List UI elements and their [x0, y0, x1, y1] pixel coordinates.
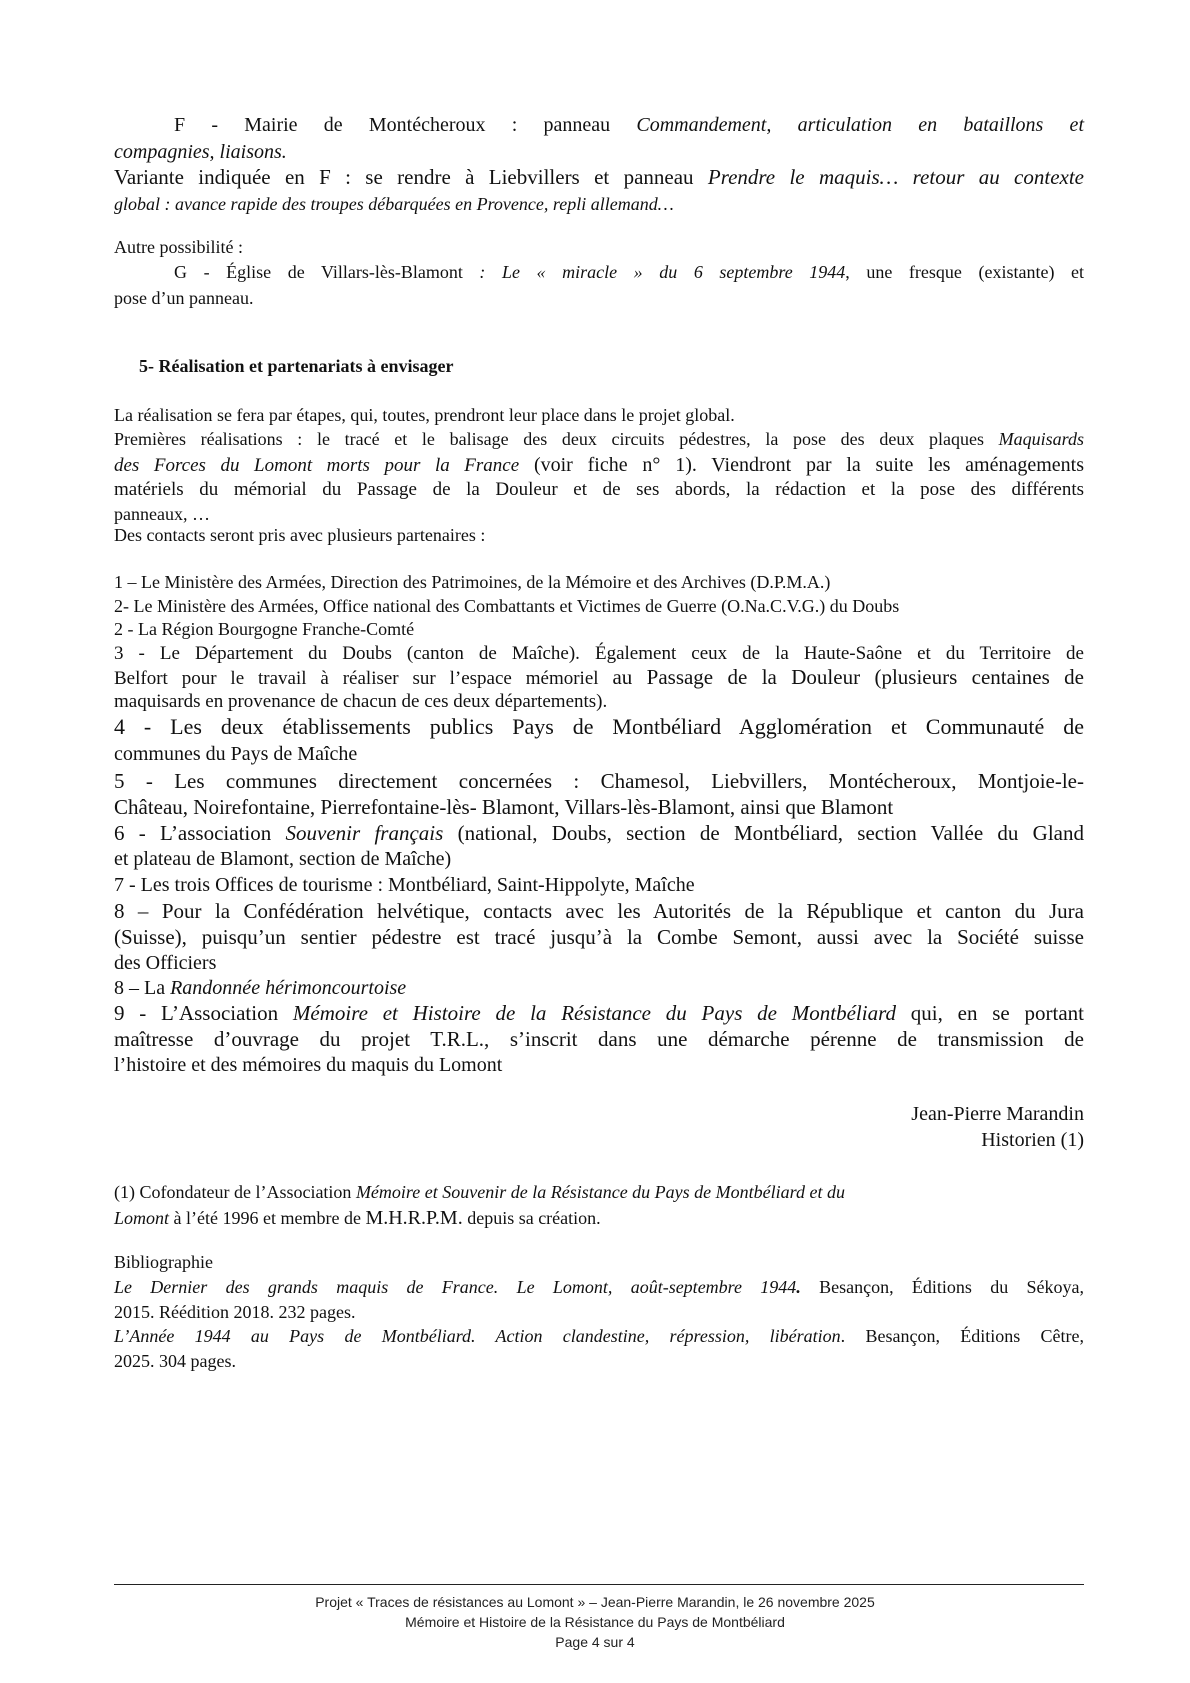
para2-italic: Maquisards	[998, 429, 1084, 449]
section-g-italic: : Le « miracle » du 6 septembre 1944	[462, 262, 846, 282]
partner-2b: 2 - La Région Bourgogne Franche-Comté	[114, 619, 415, 639]
partner-4-line1: 4 - Les deux établissements publics Pays de Montbéliard Agglomération et Communauté de	[114, 714, 1084, 739]
partner-2a: 2- Le Ministère des Armées, Office national des Combattants et Victimes de Guerre (O.Na.C.V.G.) du Doubs	[114, 596, 900, 616]
partner-9-line2: maîtresse d’ouvrage du projet T.R.L., s’inscrit dans une démarche pérenne de transmission de	[114, 1027, 1084, 1051]
partner-3-line1: 3 - Le Département du Doubs (canton de Maîche). Également ceux de la Haute-Saône et du Territoire de	[114, 643, 1084, 664]
section-5-para1: La réalisation se fera par étapes, qui, toutes, prendront leur place dans le projet global.	[114, 405, 735, 425]
section-5-para2-line2	[114, 455, 1084, 475]
contacts-intro: Des contacts seront pris avec plusieurs partenaires :	[114, 525, 486, 545]
footnote-italic-cont: Lomont	[114, 1208, 170, 1228]
bibliography-entry-2-title: L’Année 1944 au Pays de Montbéliard. Action clandestine, répression, libération	[114, 1326, 841, 1346]
partner-9-italic: Mémoire et Histoire de la Résistance du Pays de Montbéliard	[292, 1001, 896, 1025]
partner-3-line3: maquisards en provenance de chacun de ces deux départements).	[114, 691, 608, 712]
section-f-line1	[114, 115, 1084, 135]
footer-project-line: Projet « Traces de résistances au Lomont » – Jean-Pierre Marandin, le 26 novembre 2025	[315, 1594, 875, 1610]
section-f-line2	[114, 142, 287, 162]
partner-6-prefix: 6 - L’association	[114, 821, 286, 845]
section-g-line1	[114, 263, 1084, 281]
partner-5-line2: Château, Noirefontaine, Pierrefontaine-lès- Blamont, Villars-lès-Blamont, ainsi que Blamont	[114, 795, 894, 819]
partner-1: 1 – Le Ministère des Armées, Direction des Patrimoines, de la Mémoire et des Archives (D.P.M.A.)	[114, 572, 831, 592]
partner-6-line2: et plateau de Blamont, section de Maîche)	[114, 848, 452, 870]
signature-title: Historien (1)	[981, 1129, 1084, 1151]
bibliography-entry-1-publisher: Besançon, Éditions du Sékoya,	[800, 1277, 1084, 1297]
partner-5-line1: 5 - Les communes directement concernées : Chamesol, Liebvillers, Montécheroux, Montjoie-le-	[114, 769, 1084, 793]
partner-3-line2	[114, 667, 1084, 688]
partner-6-suffix: (national, Doubs, section de Montbéliard, section Vallée du Gland	[443, 821, 1085, 845]
footnote-suffix-a: à l’été 1996 et membre de	[169, 1208, 366, 1228]
footer-divider	[114, 1584, 1084, 1585]
partner-9-suffix: qui, en se portant	[895, 1001, 1084, 1025]
footnote-acronym: M.H.R.P.M.	[365, 1207, 463, 1229]
para2-italic-cont: des Forces du Lomont morts pour la France	[114, 455, 520, 476]
signature-name: Jean-Pierre Marandin	[911, 1103, 1084, 1125]
partner-7: 7 - Les trois Offices de tourisme : Montbéliard, Saint-Hippolyte, Maîche	[114, 874, 695, 896]
footnote-italic: Mémoire et Souvenir de la Résistance du Pays de Montbéliard et du	[355, 1182, 845, 1202]
partner-8a-line1: 8 – Pour la Confédération helvétique, contacts avec les Autorités de la République et canton du Jura	[114, 899, 1084, 923]
partner-6-italic: Souvenir français	[285, 821, 444, 845]
section-5-para2-line3: matériels du mémorial du Passage de la Douleur et de ses abords, la rédaction et la pose des différents	[114, 479, 1084, 500]
partner-3-line2a: Belfort pour le travail à réaliser sur l’espace mémoriel	[114, 668, 613, 689]
footnote-prefix: (1) Cofondateur de l’Association	[114, 1182, 356, 1202]
partner-9-line1	[114, 1003, 1084, 1024]
other-possibility-label: Autre possibilité :	[114, 237, 243, 257]
partner-6-line1	[114, 823, 1084, 844]
section-g-suffix: , une fresque (existante) et	[845, 262, 1085, 282]
section-5-para2-line1	[114, 430, 1084, 448]
bibliography-entry-2-line2: 2025. 304 pages.	[114, 1351, 236, 1371]
partner-8b	[114, 978, 406, 998]
panel-title-cont: compagnies, liaisons.	[114, 141, 287, 163]
footnote-line2	[114, 1208, 601, 1228]
panel-title: Commandement, articulation en bataillons et	[636, 114, 1084, 136]
variant-line2	[114, 195, 674, 213]
partner-9-prefix: 9 - L’Association	[114, 1001, 293, 1025]
para2-prefix: Premières réalisations : le tracé et le balisage des deux circuits pédestres, la pose des deux plaques	[114, 429, 999, 449]
section-f-prefix: F - Mairie de Montécheroux : panneau	[174, 114, 637, 136]
bibliography-heading: Bibliographie	[114, 1252, 213, 1272]
partner-8b-prefix: 8 – La	[114, 977, 171, 999]
bibliography-entry-1-title-end: .	[796, 1277, 801, 1297]
partner-3-line2b: au Passage de la Douleur (plusieurs centaines de	[612, 665, 1084, 689]
partner-8b-italic: Randonnée hérimoncourtoise	[170, 977, 407, 999]
partner-8a-line3: des Officiers	[114, 952, 217, 974]
bibliography-entry-1-title: Le Dernier des grands maquis de France. Le Lomont, août-septembre 1944	[114, 1277, 797, 1297]
footnote-line1	[114, 1183, 845, 1201]
bibliography-entry-2-line1	[114, 1327, 1084, 1345]
bibliography-entry-1-line2: 2015. Réédition 2018. 232 pages.	[114, 1302, 356, 1322]
partner-8a-line2: (Suisse), puisqu’un sentier pédestre est tracé jusqu’à la Combe Semont, aussi avec la Société suisse	[114, 925, 1084, 949]
variant-italic-cont: global : avance rapide des troupes débarquées en Provence, repli allemand…	[114, 194, 674, 214]
para2-suffix: (voir fiche n° 1). Viendront par la suite les aménagements	[519, 454, 1084, 476]
section-g-prefix: G - Église de Villars-lès-Blamont	[174, 262, 463, 282]
partner-4-line2: communes du Pays de Maîche	[114, 743, 358, 765]
section-g-line2: pose d’un panneau.	[114, 288, 254, 308]
footer-association-line: Mémoire et Histoire de la Résistance du Pays de Montbéliard	[405, 1614, 785, 1630]
footer-page-number: Page 4 sur 4	[555, 1634, 635, 1650]
variant-italic: Prendre le maquis… retour au contexte	[707, 165, 1084, 189]
footnote-suffix-c: depuis sa création.	[462, 1208, 601, 1228]
variant-line1	[114, 167, 1084, 188]
variant-prefix: Variante indiquée en F : se rendre à Liebvillers et panneau	[114, 165, 708, 189]
bibliography-entry-1-line1	[114, 1278, 1084, 1296]
section-5-para2-line4: panneaux, …	[114, 504, 210, 524]
section-5-heading: 5- Réalisation et partenariats à envisager	[139, 356, 454, 376]
bibliography-entry-2-publisher: . Besançon, Éditions Cêtre,	[840, 1326, 1084, 1346]
partner-9-line3: l’histoire et des mémoires du maquis du Lomont	[114, 1054, 503, 1076]
